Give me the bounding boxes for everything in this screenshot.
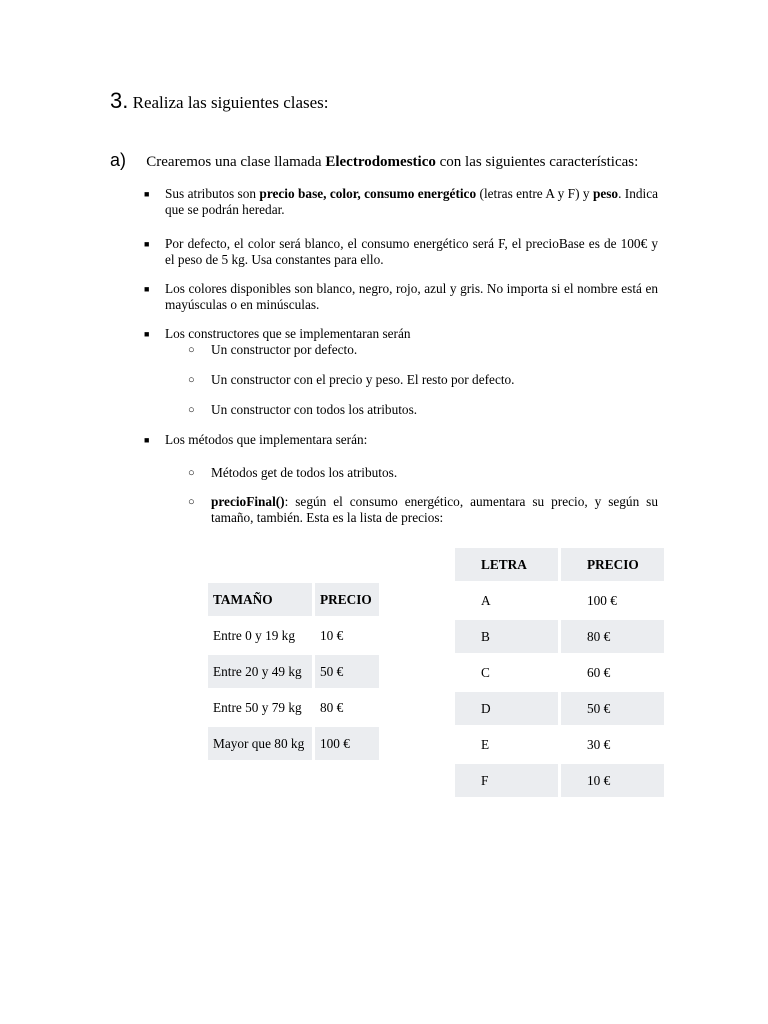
energy-letter-price-table: [452, 545, 667, 800]
table-cell: 10 €: [561, 764, 664, 797]
bold-text: peso: [592, 186, 619, 201]
table-cell: D: [455, 692, 558, 725]
table-cell: 60 €: [587, 664, 611, 680]
column-header: PRECIO: [315, 583, 379, 616]
sub-list-item: [188, 494, 658, 526]
bullet-text: Los colores disponibles son blanco, negro, rojo, azul y gris. No importa si el nombre está en mayúsculas o en minúsculas.: [165, 281, 658, 312]
circle-bullet-icon: ○: [188, 344, 195, 356]
column-header: LETRA: [455, 548, 558, 581]
circle-bullet-icon: ○: [188, 496, 195, 508]
square-bullet-icon: ■: [144, 189, 150, 199]
table-cell: 80 €: [320, 699, 344, 715]
table-cell: Mayor que 80 kg: [208, 727, 312, 760]
sub-list-item: [188, 402, 658, 418]
method-name: precioFinal(): [211, 494, 285, 509]
list-item: [144, 432, 658, 448]
circle-bullet-icon: ○: [188, 404, 195, 416]
sub-list-item: [188, 465, 658, 481]
table-cell: B: [455, 620, 558, 653]
part-a-text: [146, 154, 638, 170]
text: . Indica que se podrán heredar.: [165, 186, 659, 217]
table-cell: 80 €: [561, 620, 664, 653]
table-row: [455, 620, 664, 653]
bullet-text: Por defecto, el color será blanco, el consumo energético será F, el precioBase es de 100€ y el peso de 5 kg. Usa constantes para ello.: [165, 236, 658, 267]
table-row: [455, 656, 664, 689]
list-item: [144, 236, 658, 268]
sub-item-text: Métodos get de todos los atributos.: [211, 465, 398, 480]
section-heading: [110, 88, 329, 114]
bullet-text: Los constructores que se implementaran serán: [165, 326, 411, 341]
part-a-letter: a): [110, 150, 127, 170]
table-cell: A: [481, 592, 491, 608]
table-row: [455, 584, 664, 617]
sub-item-text: [211, 494, 658, 526]
table-cell: C: [481, 664, 490, 680]
table-row: [208, 727, 379, 760]
bullet-text: Los métodos que implementara serán:: [165, 432, 368, 447]
table-row: [455, 764, 664, 797]
table-row: [455, 728, 664, 761]
sub-list-item: [188, 342, 658, 358]
table-row: [455, 692, 664, 725]
table-header-row: [208, 583, 379, 616]
part-a-intro: [110, 150, 670, 171]
column-header: TAMAÑO: [208, 583, 312, 616]
table-cell: 100 €: [587, 592, 617, 608]
table-cell: Entre 0 y 19 kg: [213, 627, 295, 643]
table-row: [208, 619, 379, 652]
square-bullet-icon: ■: [144, 435, 150, 445]
column-header: PRECIO: [561, 548, 664, 581]
section-title: Realiza las siguientes clases:: [132, 93, 329, 112]
square-bullet-icon: ■: [144, 329, 150, 339]
table-cell: Entre 50 y 79 kg: [213, 699, 302, 715]
class-name: Electrodomestico: [325, 154, 436, 170]
table-row: [208, 655, 379, 688]
table-cell: E: [481, 736, 490, 752]
section-number: 3.: [110, 88, 129, 113]
text: : según el consumo energético, aumentara su precio, y según su tamaño, también. Esta es la lista de precios:: [211, 494, 658, 525]
square-bullet-icon: ■: [144, 284, 150, 294]
intro-text: Crearemos una clase llamada: [146, 154, 326, 170]
table-cell: 10 €: [320, 627, 344, 643]
sub-item-text: Un constructor con todos los atributos.: [211, 402, 418, 417]
circle-bullet-icon: ○: [188, 467, 195, 479]
table-row: [208, 691, 379, 724]
bold-text: precio base, color, consumo energético: [259, 186, 477, 201]
bullet-text: [165, 186, 658, 218]
table-header-row: [455, 548, 664, 581]
size-price-table: [205, 580, 382, 763]
sub-list-item: [188, 372, 658, 388]
circle-bullet-icon: ○: [188, 374, 195, 386]
list-item: [144, 326, 658, 342]
list-item: [144, 281, 658, 313]
text: (letras entre A y F) y: [476, 186, 593, 201]
sub-item-text: Un constructor por defecto.: [211, 342, 358, 357]
table-cell: Entre 20 y 49 kg: [208, 655, 312, 688]
table-cell: 30 €: [587, 736, 611, 752]
sub-item-text: Un constructor con el precio y peso. El resto por defecto.: [211, 372, 515, 387]
table-cell: F: [455, 764, 558, 797]
intro-text-end: con las siguientes características:: [435, 154, 639, 170]
square-bullet-icon: ■: [144, 239, 150, 249]
list-item: [144, 186, 658, 218]
text: Sus atributos son: [165, 186, 260, 201]
table-cell: 50 €: [561, 692, 664, 725]
table-cell: 100 €: [315, 727, 379, 760]
table-cell: 50 €: [315, 655, 379, 688]
